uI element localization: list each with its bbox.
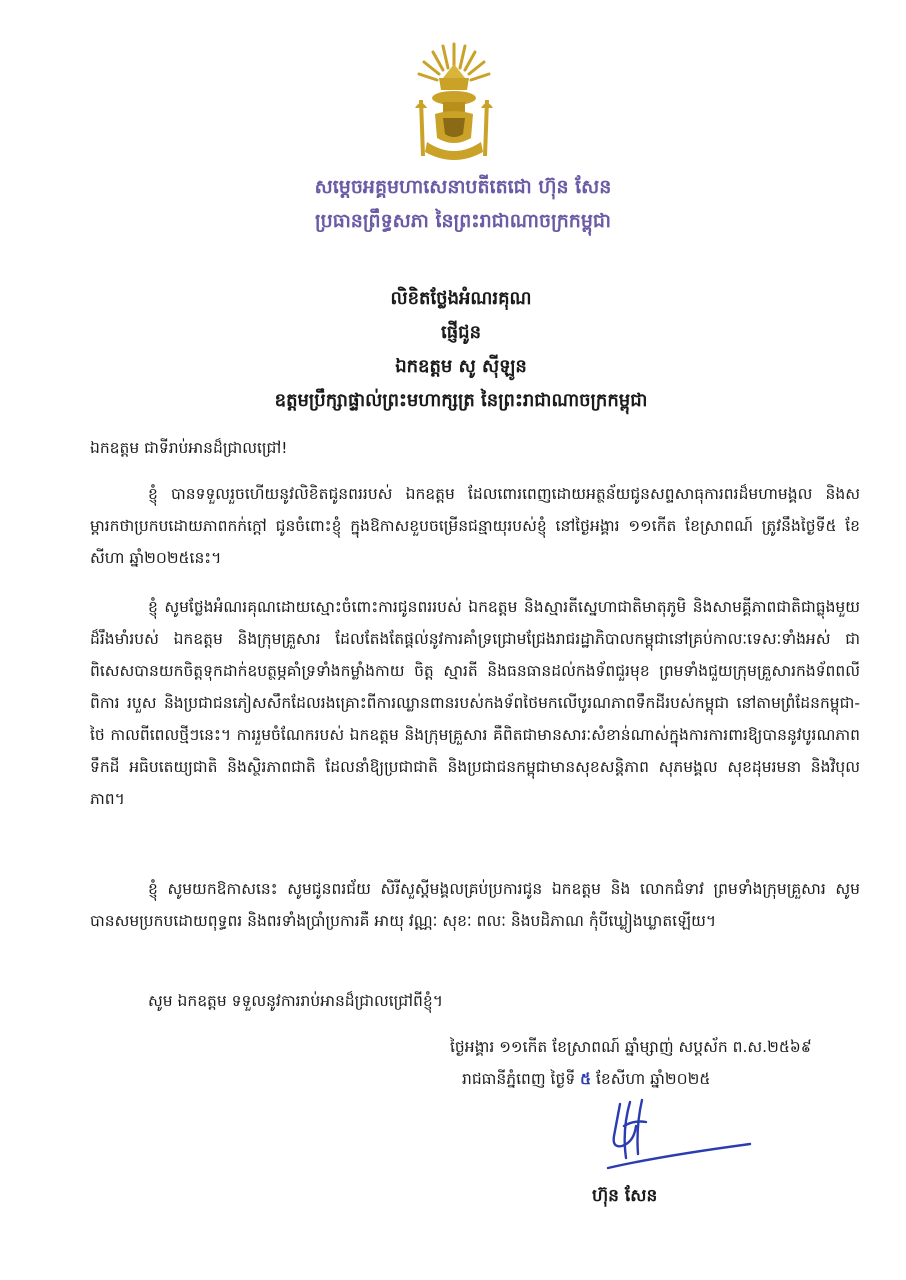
recipient-position: ឧត្តមប្រឹក្សាផ្ទាល់ព្រះមហាក្សត្រ នៃព្រះរាជាណាចក្រកម្ពុជា (274, 390, 648, 411)
letter-sent-to-label: ផ្ញើជូន (441, 322, 481, 343)
lunar-date: ថ្ងៃអង្គារ ១១កើត ខែស្រាពណ៍ ឆ្នាំម្សាញ់ សប្តស័ក ព.ស.២៥៦៩ (450, 1038, 812, 1056)
letter-paragraph-2: ខ្ញុំ សូមថ្លែងអំណរគុណដោយស្មោះចំពោះការជូនពររបស់ ឯកឧត្តម និងស្មារតីស្នេហាជាតិមាតុភូមិ និងសាមគ្គីភាពជាតិជាធ្លុងមួយដ៏រឹងមាំរបស់ ឯកឧត្តម និងក្រុមគ្រួសារ ដែលតែងតែផ្ដល់នូវការគាំទ្រជ្រោមជ្រែងរាជរដ្ឋាភិបាលកម្ពុជានៅគ្រប់កាលៈទេសៈទាំងអស់ ជាពិសេសបានយកចិត្តទុកដាក់ឧបត្ថម្ភគាំទ្រទាំងកម្លាំងកាយ ចិត្ត ស្មារតី និងធនធានដល់កងទ័ពជួរមុខ ព្រមទាំងជួយក្រុមគ្រួសារកងទ័ពពលី ពិការ របួស និងប្រជាជនភៀសសឹកដែលរងគ្រោះពីការឈ្លានពានរបស់កងទ័ពថៃមកលើបូរណភាពទឹកដីរបស់កម្ពុជា នៅតាមព្រំដែនកម្ពុជា-ថៃ កាលពីពេលថ្មីៗនេះ។ ការរួមចំណែករបស់ ឯកឧត្តម និងក្រុមគ្រួសារ គឺពិតជាមានសារៈសំខាន់ណាស់ក្នុងការការពារឱ្យបាននូវបូរណភាពទឹកដី អធិបតេយ្យជាតិ និងស្ថិរភាពជាតិ ដែលនាំឱ្យប្រជាជាតិ និងប្រជាជនកម្ពុជាមានសុខសន្តិភាព សុភមង្គល សុខដុមរមនា និងវិបុលភាព។ (90, 598, 860, 808)
letter-greeting: ឯកឧត្តម ជាទីរាប់អានដ៏ជ្រាលជ្រៅ! (90, 439, 288, 457)
letter-paragraph-1: ខ្ញុំ បានទទួលរួចហើយនូវលិខិតជូនពររបស់ ឯកឧត្តម ដែលពោរពេញដោយអត្ថន័យជូនសព្ទសាធុការពរដ៏មហាមង្គល និងសម្ដារកថាប្រកបដោយភាពកក់ក្ដៅ ជូនចំពោះខ្ញុំ ក្នុងឱកាសខួបចម្រើនជន្មាយុរបស់ខ្ញុំ នៅថ្ងៃអង្គារ ១១កើត ខែស្រាពណ៍ ត្រូវនឹងថ្ងៃទី៥ ខែសីហា ឆ្នាំ២០២៥នេះ។ (90, 485, 860, 567)
handwritten-signature (600, 1096, 760, 1176)
sender-position: ប្រធានព្រឹទ្ធសភា នៃព្រះរាជាណាចក្រកម្ពុជា (315, 210, 611, 232)
signer-name: ហ៊ុន សែន (592, 1186, 658, 1206)
month-year: ខែសីហា ឆ្នាំ២០២៥ (596, 1070, 711, 1088)
letter-title: លិខិតថ្លែងអំណរគុណ (390, 288, 532, 309)
sender-title: សម្តេចអគ្គមហាសេនាបតីតេជោ ហ៊ុន សែន (314, 176, 612, 198)
place-and-date (462, 1064, 882, 1094)
letter-paragraph-3: ខ្ញុំ សូមយកឱកាសនេះ សូមជូនពរជ័យ សិរីសួស្ដីមង្គលគ្រប់ប្រការជូន ឯកឧត្តម និង លោកជំទាវ ព្រមទាំងក្រុមគ្រួសារ សូមបានសមប្រកបដោយពុទ្ធពរ និងពរទាំងប្រាំប្រការគឺ អាយុ វណ្ណៈ សុខៈ ពលៈ និងបដិភាណ កុំបីឃ្លៀងឃ្លាតឡើយ។ (90, 880, 860, 930)
recipient-name: ឯកឧត្តម សូ ស៊ីឡូន (395, 356, 527, 377)
day-number: ៥ (580, 1070, 592, 1088)
royal-emblem-icon (413, 38, 495, 166)
place-day-prefix: រាជធានីភ្នំពេញ ថ្ងៃទី (462, 1070, 576, 1088)
letter-closing: សូម ឯកឧត្តម ទទួលនូវការរាប់អានដ៏ជ្រាលជ្រៅពីខ្ញុំ។ (148, 992, 443, 1010)
